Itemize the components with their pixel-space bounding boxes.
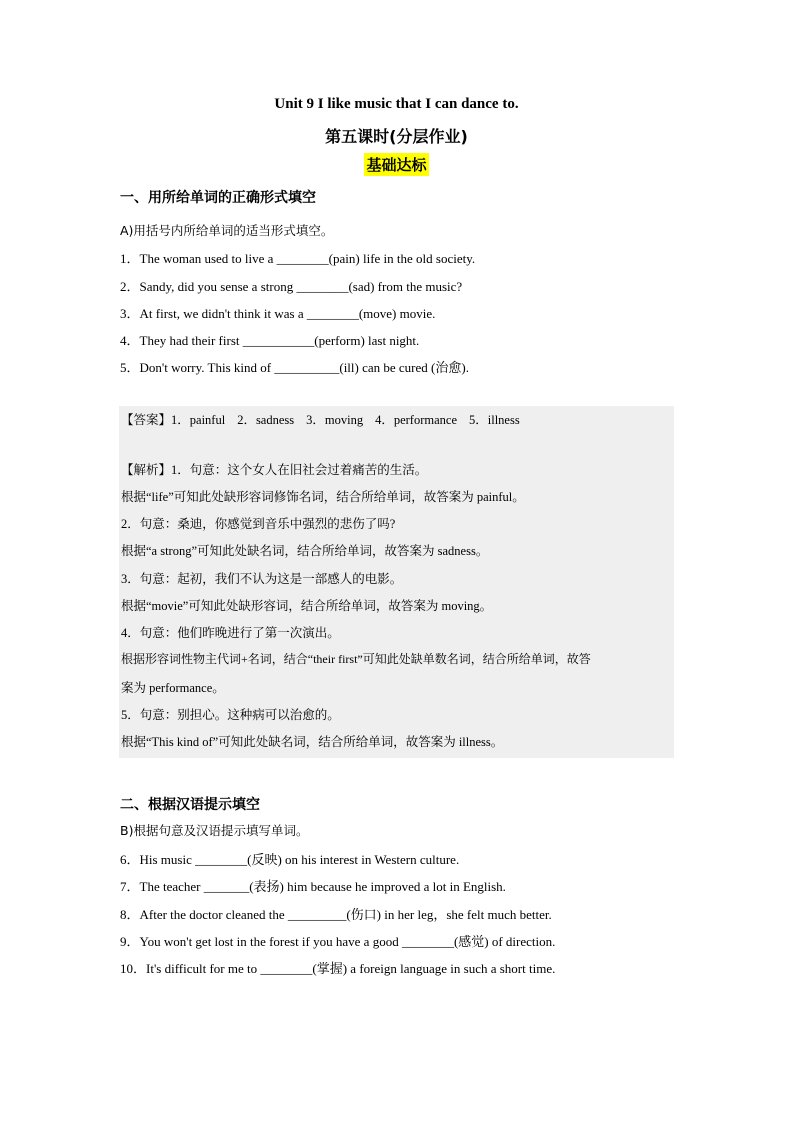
analysis-line-10: 5．句意：别担心。这种病可以治愈的。 — [121, 708, 340, 722]
section2-heading: 二、根据汉语提示填空 — [120, 797, 260, 813]
exercise-item-5: 5．Don't worry. This kind of __________(ill) can be cured (治愈). — [120, 360, 469, 375]
answer-item-4: 4．performance — [375, 413, 457, 427]
analysis-label: 【解析】 — [121, 463, 172, 477]
exercise-item-9: 9．You won't get lost in the forest if you have a good ________(感觉) of direction. — [120, 934, 556, 949]
exercise-item-8: 8．After the doctor cleaned the _________(伤口) in her leg，she felt much better. — [120, 907, 552, 922]
level-heading-wrap — [0, 153, 793, 176]
exercise-item-1: 1．The woman used to live a ________(pain) life in the old society. — [120, 251, 476, 266]
analysis-text-1: 1．句意：这个女人在旧社会过着痛苦的生活。 — [171, 463, 428, 477]
answer-label: 【答案】 — [121, 412, 172, 427]
exercise-item-7: 7．The teacher _______(表扬) him because he improved a lot in English. — [120, 879, 506, 894]
answer-line — [121, 410, 532, 428]
exercise-item-2: 2．Sandy, did you sense a strong ________(sad) from the music? — [120, 279, 463, 294]
exercise-item-3: 3．At first, we didn't think it was a ________(move) movie. — [120, 306, 436, 321]
analysis-line-7: 4．句意：他们昨晚进行了第一次演出。 — [121, 626, 340, 640]
exercise-item-10: 10．It's difficult for me to ________(掌握) a foreign language in such a short time. — [120, 961, 556, 976]
analysis-line-11: 根据“This kind of”可知此处缺名词，结合所给单词，故答案为 illness。 — [121, 735, 504, 749]
answer-item-5: 5．illness — [469, 413, 520, 427]
analysis-line-9: 案为 performance。 — [121, 681, 225, 695]
analysis-line-2: 根据“life”可知此处缺形容词修饰名词，结合所给单词，故答案为 painful。 — [121, 490, 525, 504]
analysis-line-3: 2．句意：桑迪，你感觉到音乐中强烈的悲伤了吗? — [121, 517, 396, 531]
exercise-item-6: 6．His music ________(反映) on his interest in Western culture. — [120, 852, 460, 867]
answer-item-3: 3．moving — [306, 413, 364, 427]
analysis-line-5: 3．句意：起初，我们不认为这是一部感人的电影。 — [121, 572, 403, 586]
section1-instruction: A)用括号内所给单词的适当形式填空。 — [120, 223, 334, 238]
level-heading: 基础达标 — [364, 153, 428, 176]
section1-heading: 一、用所给单词的正确形式填空 — [120, 190, 316, 206]
analysis-line-1 — [121, 460, 427, 478]
section2-instruction: B)根据句意及汉语提示填写单词。 — [120, 823, 309, 838]
unit-title: Unit 9 I like music that I can dance to. — [274, 96, 519, 112]
exercise-item-4: 4．They had their first ___________(perform) last night. — [120, 333, 420, 348]
answer-item-2: 2．sadness — [237, 413, 295, 427]
lesson-title: 第五课时(分层作业) — [325, 127, 468, 146]
analysis-line-8: 根据形容词性物主代词+名词，结合“their first”可知此处缺单数名词，结合所给单词，故答 — [121, 652, 591, 666]
analysis-line-4: 根据“a strong”可知此处缺名词，结合所给单词，故答案为 sadness。 — [121, 544, 489, 558]
answer-item-1: 1．painful — [171, 413, 226, 427]
analysis-line-6: 根据“movie”可知此处缺形容词，结合所给单词，故答案为 moving。 — [121, 599, 493, 613]
